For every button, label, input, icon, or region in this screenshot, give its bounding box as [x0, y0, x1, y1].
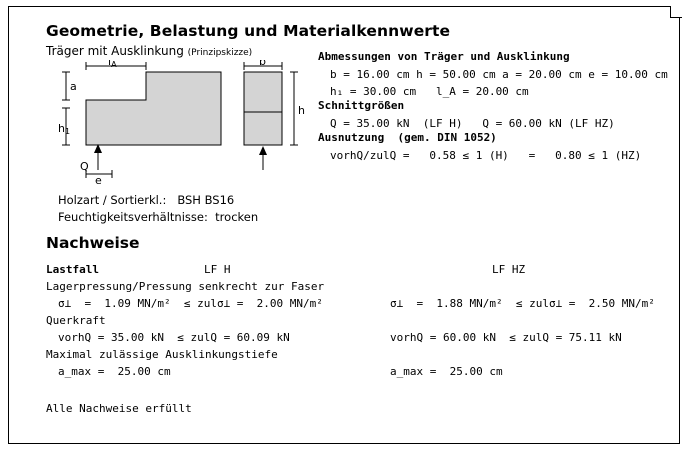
- material-line-2: [58, 210, 258, 224]
- dim-e-label: e: [95, 174, 102, 185]
- dim-a-label: a: [70, 80, 77, 93]
- material-line-1-label: Holzart / Sortierkl.:: [58, 193, 167, 207]
- proof-row-2-h: vorhQ = 35.00 kN ≤ zulQ = 60.09 kN: [58, 331, 290, 344]
- proof-row-3-label: Maximal zulässige Ausklinkungstiefe: [46, 348, 278, 361]
- dim-la-label: lA: [108, 60, 117, 69]
- page-corner-fold-icon: [670, 6, 682, 18]
- material-line-1: [58, 193, 234, 207]
- proof-row-1-h: σ⊥ = 1.09 MN/m² ≤ zulσ⊥ = 2.00 MN/m²: [58, 297, 323, 310]
- proofs-col-label: Lastfall: [46, 263, 99, 276]
- dim-h-label: h: [298, 104, 305, 117]
- material-line-2-label: Feuchtigkeitsverhältnisse:: [58, 210, 208, 224]
- dimensions-line-2: h₁ = 30.00 cm l_A = 20.00 cm: [330, 85, 529, 98]
- proofs-col-h: LF H: [204, 263, 231, 276]
- material-line-2-value: trocken: [215, 210, 259, 224]
- page-title: Geometrie, Belastung und Materialkennwerte: [46, 22, 451, 40]
- utilisation-line-1: vorhQ/zulQ = 0.58 ≤ 1 (H) = 0.80 ≤ 1 (HZ): [330, 149, 642, 162]
- proof-row-1-hz: σ⊥ = 1.88 MN/m² ≤ zulσ⊥ = 2.50 MN/m²: [390, 297, 655, 310]
- proof-row-1-label: Lagerpressung/Pressung senkrecht zur Faser: [46, 280, 325, 293]
- page-subtitle-note: (Prinzipskizze): [187, 48, 253, 58]
- dimensions-heading: Abmessungen von Träger und Ausklinkung: [318, 50, 570, 63]
- dimensions-line-1: b = 16.00 cm h = 50.00 cm a = 20.00 cm e = 10.00 cm: [330, 68, 668, 81]
- proofs-result: Alle Nachweise erfüllt: [46, 402, 192, 415]
- notched-beam-side-view: [86, 72, 221, 145]
- proof-row-2-hz: vorhQ = 60.00 kN ≤ zulQ = 75.11 kN: [390, 331, 622, 344]
- load-q-label: Q: [80, 160, 89, 173]
- internal-forces-heading: Schnittgrößen: [318, 99, 405, 112]
- cross-section-shape: [244, 72, 282, 145]
- proof-row-3-h: a_max = 25.00 cm: [58, 365, 171, 378]
- proof-row-3-hz: a_max = 25.00 cm: [390, 365, 503, 378]
- section-arrow-head-icon: [259, 146, 267, 155]
- utilisation-heading: Ausnutzung (gem. DIN 1052): [318, 131, 497, 144]
- material-line-1-value: BSH BS16: [177, 193, 235, 207]
- dim-b-label: b: [259, 60, 266, 68]
- proof-row-2-label: Querkraft: [46, 314, 106, 327]
- proofs-col-hz: LF HZ: [492, 263, 526, 276]
- internal-forces-line-1: Q = 35.00 kN (LF H) Q = 60.00 kN (LF HZ): [330, 117, 615, 130]
- beam-sketch-svg: [46, 60, 306, 185]
- dim-h1-label: h1: [58, 122, 71, 136]
- beam-sketch: [46, 60, 306, 185]
- page-subtitle: [46, 44, 252, 58]
- page-subtitle-main: Träger mit Ausklinkung: [46, 44, 184, 58]
- proofs-section-title: Nachweise: [46, 234, 140, 252]
